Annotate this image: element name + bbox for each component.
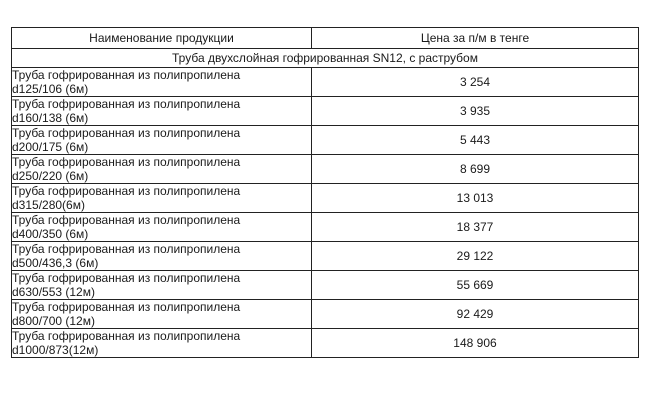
product-name-line: Труба гофрированная из полипропилена bbox=[12, 126, 241, 140]
product-size-line: d125/106 (6м) bbox=[12, 82, 89, 96]
price-cell: 13 013 bbox=[312, 184, 639, 213]
product-size-line: d500/436,3 (6м) bbox=[12, 256, 99, 270]
price-cell: 148 906 bbox=[312, 329, 639, 358]
table-row bbox=[12, 184, 639, 213]
group-row bbox=[12, 49, 639, 68]
product-size-line: d250/220 (6м) bbox=[12, 169, 89, 183]
price-cell: 3 935 bbox=[312, 97, 639, 126]
cut-off-text-fragment bbox=[100, 398, 540, 410]
price-cell: 5 443 bbox=[312, 126, 639, 155]
table-row bbox=[12, 126, 639, 155]
table-row bbox=[12, 329, 639, 358]
product-size-line: d160/138 (6м) bbox=[12, 111, 89, 125]
product-size-line: d1000/873(12м) bbox=[12, 343, 99, 357]
price-table bbox=[11, 27, 639, 358]
product-name-line: Труба гофрированная из полипропилена bbox=[12, 184, 241, 198]
table-row bbox=[12, 68, 639, 97]
product-name-cell bbox=[12, 329, 312, 358]
table-row bbox=[12, 155, 639, 184]
product-name-line: Труба гофрированная из полипропилена bbox=[12, 68, 241, 82]
product-size-line: d200/175 (6м) bbox=[12, 140, 89, 154]
product-name-line: Труба гофрированная из полипропилена bbox=[12, 242, 241, 256]
product-name-line: Труба гофрированная из полипропилена bbox=[12, 329, 241, 343]
product-name-cell bbox=[12, 97, 312, 126]
header-product-name: Наименование продукции bbox=[12, 28, 312, 49]
product-name-line: Труба гофрированная из полипропилена bbox=[12, 300, 241, 314]
price-cell: 92 429 bbox=[312, 300, 639, 329]
product-name-cell bbox=[12, 300, 312, 329]
price-cell: 55 669 bbox=[312, 271, 639, 300]
product-name-cell bbox=[12, 155, 312, 184]
product-size-line: d315/280(6м) bbox=[12, 198, 85, 212]
product-name-cell bbox=[12, 271, 312, 300]
product-name-line: Труба гофрированная из полипропилена bbox=[12, 213, 241, 227]
header-price: Цена за п/м в тенге bbox=[312, 28, 639, 49]
table-row bbox=[12, 300, 639, 329]
product-size-line: d630/553 (12м) bbox=[12, 285, 95, 299]
table-row bbox=[12, 213, 639, 242]
table-row bbox=[12, 97, 639, 126]
table-row bbox=[12, 271, 639, 300]
table-header-row bbox=[12, 28, 639, 49]
group-title: Труба двухслойная гофрированная SN12, с раструбом bbox=[12, 49, 639, 68]
product-name-cell bbox=[12, 126, 312, 155]
price-cell: 8 699 bbox=[312, 155, 639, 184]
product-name-line: Труба гофрированная из полипропилена bbox=[12, 271, 241, 285]
product-name-cell bbox=[12, 184, 312, 213]
product-name-cell bbox=[12, 68, 312, 97]
product-size-line: d800/700 (12м) bbox=[12, 314, 95, 328]
table-row bbox=[12, 242, 639, 271]
price-cell: 29 122 bbox=[312, 242, 639, 271]
price-cell: 3 254 bbox=[312, 68, 639, 97]
product-name-line: Труба гофрированная из полипропилена bbox=[12, 97, 241, 111]
product-name-cell bbox=[12, 242, 312, 271]
product-name-cell bbox=[12, 213, 312, 242]
product-name-line: Труба гофрированная из полипропилена bbox=[12, 155, 241, 169]
product-size-line: d400/350 (6м) bbox=[12, 227, 89, 241]
price-cell: 18 377 bbox=[312, 213, 639, 242]
